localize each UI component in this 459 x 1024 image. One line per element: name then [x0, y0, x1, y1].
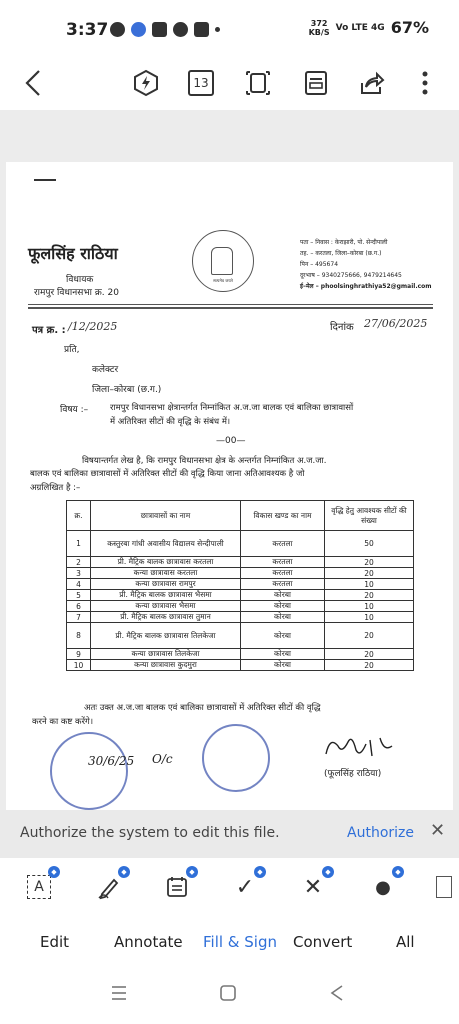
table-row — [67, 590, 414, 601]
cell-block: करतला — [241, 557, 325, 568]
cell-seats: 20 — [325, 590, 414, 601]
news-icon — [152, 22, 167, 37]
col-header-seats: वृद्धि हेतु आवश्यक सीटों की संख्या — [325, 501, 414, 531]
cell-serial: 6 — [67, 601, 91, 612]
table-header-row — [67, 501, 414, 531]
contact-address: पता – निवास : केराझारी, पो. सेन्दीपाली — [300, 239, 388, 246]
cell-hostel: प्री. मैट्रिक बालक छात्रावास भैसमा — [91, 590, 241, 601]
cell-block: कोरबा — [241, 660, 325, 671]
form-tool[interactable] — [160, 870, 194, 904]
lightning-icon — [132, 69, 160, 97]
cell-hostel: प्री. मैट्रिक बालक छात्रावास तिलकेजा — [91, 623, 241, 649]
cell-block: कोरबा — [241, 601, 325, 612]
dot-icon: ● — [375, 876, 391, 898]
letterhead-constituency: रामपुर विधानसभा क्र. 20 — [34, 288, 119, 298]
cell-block: कोरबा — [241, 649, 325, 660]
separator: —00— — [216, 436, 246, 446]
letter-number-value: /12/2025 — [68, 320, 118, 333]
pen-sign-icon — [96, 874, 122, 900]
national-emblem — [192, 230, 254, 292]
letterhead-contact — [300, 237, 450, 292]
letterhead-role: विधायक — [66, 275, 94, 285]
body-line-2: बालक एवं बालिका छात्रावासों में अतिरिक्त सीटों की वृद्धि किया जाना अतिआवश्यक है जो — [30, 469, 305, 479]
table-row — [67, 612, 414, 623]
date-label: दिनांक — [330, 322, 354, 333]
top-toolbar — [0, 58, 459, 110]
cell-hostel: कन्या छात्रावास कुदमुरा — [91, 660, 241, 671]
letterhead-divider — [28, 304, 433, 305]
cell-block: कोरबा — [241, 623, 325, 649]
lightning-button[interactable] — [131, 64, 161, 102]
subject-line-1: रामपुर विधानसभा क्षेत्रान्तर्गत निम्नांकित अ.ज.जा बालक एवं बालिका छात्रावासों — [110, 403, 354, 413]
cell-serial: 7 — [67, 612, 91, 623]
youtube-icon — [194, 22, 209, 37]
home-icon[interactable] — [219, 984, 237, 1002]
cell-serial: 3 — [67, 568, 91, 579]
cell-serial: 2 — [67, 557, 91, 568]
cell-block: करतला — [241, 531, 325, 557]
cell-block: करतला — [241, 568, 325, 579]
tab-all[interactable]: All — [396, 933, 415, 951]
share-icon — [357, 69, 385, 97]
premium-badge-icon: ◆ — [48, 866, 60, 878]
cell-block: करतला — [241, 579, 325, 590]
col-header-block: विकास खण्ड का नाम — [241, 501, 325, 531]
hostel-table — [66, 500, 414, 671]
text-box-icon: A — [27, 875, 51, 899]
table-row — [67, 531, 414, 557]
addressee: कलेक्टर — [92, 365, 119, 375]
contact-phone: दूरभाष – 9340275666, 9479214645 — [300, 272, 402, 279]
sign-tools-row — [0, 858, 459, 918]
table-row — [67, 623, 414, 649]
district: जिला–कोरबा (छ.ग.) — [92, 385, 162, 395]
col-header-serial: क्र. — [67, 501, 91, 531]
authorize-button[interactable]: Authorize — [347, 825, 414, 841]
emblem-lion-icon — [211, 247, 233, 275]
crop-button[interactable] — [243, 64, 273, 102]
close-icon[interactable]: ✕ — [430, 820, 446, 841]
cell-serial: 4 — [67, 579, 91, 590]
cell-seats: 20 — [325, 660, 414, 671]
cell-hostel: कस्तुरबा गांधी अवासीय विद्यालय सेन्दीपाली — [91, 531, 241, 557]
cell-block: कोरबा — [241, 612, 325, 623]
app-notification-icon — [131, 22, 146, 37]
emblem-text: सत्यमेव जयते — [213, 278, 233, 283]
cell-seats: 20 — [325, 557, 414, 568]
share-button[interactable] — [356, 64, 386, 102]
cell-hostel: प्री. मैट्रिक बालक छात्रावास करतला — [91, 557, 241, 568]
network-indicator: Vo LTE 4G — [335, 22, 385, 33]
body-line-3: अग्रलिखित है :– — [30, 483, 81, 493]
premium-badge-icon: ◆ — [322, 866, 334, 878]
tab-fill-sign[interactable]: Fill & Sign — [203, 933, 277, 951]
closing-line-1: अतः उक्त अ.ज.जा बालक एवं बालिका छात्रावासों में अतिरिक्त सीटों की वृद्धि — [84, 703, 321, 713]
table-row — [67, 649, 414, 660]
checkmark-tool[interactable] — [228, 870, 262, 904]
cell-serial: 8 — [67, 623, 91, 649]
authorize-message: Authorize the system to edit this file. — [20, 825, 280, 841]
net-speed — [309, 19, 330, 37]
system-nav-bar — [0, 968, 459, 1024]
status-bar — [0, 0, 459, 58]
cell-hostel: कन्या छात्रावास भैसमा — [91, 601, 241, 612]
table-row — [67, 557, 414, 568]
signature-icon — [322, 732, 402, 762]
back-button[interactable] — [18, 64, 48, 102]
checkmark-icon: ✓ — [235, 874, 255, 900]
rectangle-tool[interactable] — [432, 870, 456, 904]
closing-line-2: करने का कष्ट करेंगे। — [32, 717, 94, 727]
more-options-button[interactable] — [418, 64, 432, 102]
tab-edit[interactable]: Edit — [40, 933, 70, 951]
cell-seats: 50 — [325, 531, 414, 557]
contact-pin: पिन – 495674 — [300, 261, 339, 268]
recent-apps-icon[interactable] — [110, 984, 128, 1002]
phone-icon — [173, 22, 188, 37]
page-number-icon — [188, 70, 214, 96]
whatsapp-icon — [110, 22, 125, 37]
tab-convert[interactable]: Convert — [293, 933, 353, 951]
cell-seats: 20 — [325, 649, 414, 660]
cell-hostel: कन्या छात्रावास करतला — [91, 568, 241, 579]
cell-serial: 10 — [67, 660, 91, 671]
page-count-button[interactable] — [187, 64, 215, 102]
back-arrow-icon — [25, 69, 41, 97]
cell-hostel: प्री. मैट्रिक बालक छात्रावास तुमान — [91, 612, 241, 623]
date-value: 27/06/2025 — [364, 317, 428, 330]
cell-seats: 20 — [325, 623, 414, 649]
document-viewer[interactable] — [0, 110, 459, 810]
table-row — [67, 660, 414, 671]
premium-badge-icon: ◆ — [254, 866, 266, 878]
cross-tool[interactable] — [296, 870, 330, 904]
subject-label: विषय :– — [60, 405, 89, 415]
cell-serial: 5 — [67, 590, 91, 601]
signature-tool[interactable] — [92, 870, 126, 904]
table-row — [67, 579, 414, 590]
cell-block: कोरबा — [241, 590, 325, 601]
table-row — [67, 601, 414, 612]
text-view-icon — [302, 69, 330, 97]
cell-serial: 9 — [67, 649, 91, 660]
back-nav-icon[interactable] — [328, 984, 346, 1002]
battery-level: 67% — [390, 18, 429, 37]
letterhead-name: फूलसिंह राठिया — [28, 244, 118, 263]
premium-badge-icon: ◆ — [392, 866, 404, 878]
table-row — [67, 568, 414, 579]
net-speed-unit: KB/S — [308, 27, 330, 37]
cell-hostel: कन्या छात्रावास तिलकेजा — [91, 649, 241, 660]
cell-seats: 10 — [325, 601, 414, 612]
contact-email: ई–मेल – phoolsinghrathiya52@gmail.com — [300, 283, 432, 290]
page-count: 13 — [193, 76, 209, 90]
form-icon — [165, 875, 189, 899]
cell-seats: 20 — [325, 568, 414, 579]
cell-seats: 10 — [325, 579, 414, 590]
notification-icons — [110, 22, 220, 37]
mla-seal-stamp — [202, 724, 270, 792]
cell-seats: 10 — [325, 612, 414, 623]
rectangle-icon — [436, 876, 452, 898]
signature-name: (फूलसिंह राठिया) — [324, 769, 382, 779]
authorize-bar — [0, 810, 459, 858]
contact-tehsil: तह. – करतला, जिला–कोरबा (छ.ग.) — [300, 250, 382, 257]
text-box-tool[interactable] — [22, 870, 56, 904]
body-line-1: विषयान्तर्गत लेख है, कि रामपुर विधानसभा क्षेत्र के अन्तर्गत निम्नांकित अ.ज.जा. — [82, 456, 327, 466]
net-speed-value: 372 — [310, 18, 328, 28]
crop-icon — [244, 69, 272, 97]
premium-badge-icon: ◆ — [118, 866, 130, 878]
subject-line-2: में अतिरिक्त सीटों की वृद्धि के संबंध में। — [110, 417, 231, 427]
letter-number-label: पत्र क्र. : — [32, 325, 66, 336]
text-view-button[interactable] — [302, 64, 330, 102]
tab-annotate[interactable]: Annotate — [114, 933, 183, 951]
receipt-oc: O/c — [152, 752, 173, 766]
more-icon — [422, 70, 428, 96]
cell-serial: 1 — [67, 531, 91, 557]
dot-tool[interactable] — [366, 870, 400, 904]
cross-icon: ✕ — [303, 874, 323, 900]
to-label: प्रति, — [64, 345, 80, 355]
receipt-stamp — [50, 732, 128, 810]
document-page[interactable] — [6, 162, 453, 822]
cell-hostel: कन्या छात्रावास रामपुर — [91, 579, 241, 590]
premium-badge-icon: ◆ — [186, 866, 198, 878]
status-time: 3:37 — [66, 20, 109, 40]
bottom-tabs — [0, 918, 459, 968]
receipt-note: 30/6/25 — [88, 754, 135, 768]
more-notifications-icon — [215, 27, 220, 32]
col-header-hostel: छात्रावासों का नाम — [91, 501, 241, 531]
letterhead-divider-thick — [28, 307, 433, 309]
page-mark — [34, 179, 56, 181]
